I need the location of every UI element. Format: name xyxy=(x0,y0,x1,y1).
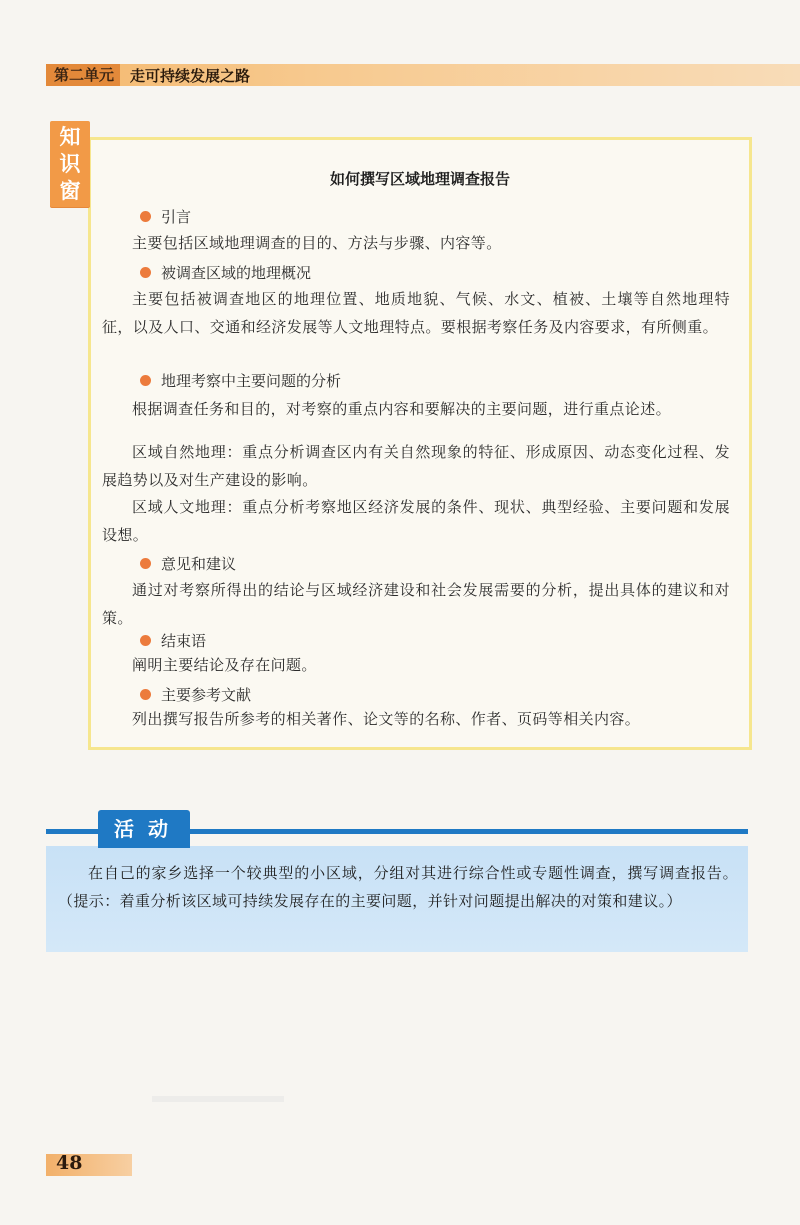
bullet-dot-icon xyxy=(140,211,151,222)
bullet-dot-icon xyxy=(140,375,151,386)
section-heading xyxy=(140,684,251,705)
section-heading xyxy=(140,630,206,651)
bullet-dot-icon xyxy=(140,267,151,278)
section-heading xyxy=(140,206,191,227)
section-paragraph: 区域自然地理：重点分析调查区内有关自然现象的特征、形成原因、动态变化过程、发展趋势以及对生产建设的影响。 xyxy=(102,443,730,489)
section-heading-text: 结束语 xyxy=(161,632,207,650)
section-heading xyxy=(140,553,236,574)
section-heading xyxy=(140,262,311,283)
activity-text: 在自己的家乡选择一个较典型的小区域，分组对其进行综合性或专题性调查，撰写调查报告。（提示：着重分析该区域可持续发展存在的主要问题，并针对问题提出解决的对策和建议。） xyxy=(58,864,738,910)
section-paragraph: 区域人文地理：重点分析考察地区经济发展的条件、现状、典型经验、主要问题和发展设想。 xyxy=(102,498,730,544)
page-number: 48 xyxy=(56,1152,83,1174)
section-heading-text: 主要参考文献 xyxy=(161,686,252,704)
bullet-dot-icon xyxy=(140,635,151,646)
section-paragraph: 根据调查任务和目的，对考察的重点内容和要解决的主要问题，进行重点论述。 xyxy=(132,400,672,418)
tag-char: 知 xyxy=(59,124,81,149)
section-paragraph: 阐明主要结论及存在问题。 xyxy=(132,656,317,674)
section-heading-text: 地理考察中主要问题的分析 xyxy=(161,372,342,390)
unit-label: 第二单元 xyxy=(46,64,120,86)
section-heading xyxy=(140,370,341,391)
bullet-dot-icon xyxy=(140,558,151,569)
section-paragraph: 主要包括区域地理调查的目的、方法与步骤、内容等。 xyxy=(132,234,502,252)
activity-label: 活动 xyxy=(98,810,190,848)
bullet-dot-icon xyxy=(140,689,151,700)
smudge-mark xyxy=(152,1096,284,1102)
section-heading-text: 引言 xyxy=(161,208,192,226)
tag-char: 识 xyxy=(59,151,81,176)
section-paragraph: 列出撰写报告所参考的相关著作、论文等的名称、作者、页码等相关内容。 xyxy=(132,710,641,728)
section-paragraph: 通过对考察所得出的结论与区域经济建设和社会发展需要的分析，提出具体的建议和对策。 xyxy=(102,581,730,627)
unit-title: 走可持续发展之路 xyxy=(130,66,251,85)
tag-char: 窗 xyxy=(59,178,81,203)
section-heading-text: 被调查区域的地理概况 xyxy=(161,264,312,282)
section-heading-text: 意见和建议 xyxy=(161,555,237,573)
section-paragraph: 主要包括被调查地区的地理位置、地质地貌、气候、水文、植被、土壤等自然地理特征，以及人口、交通和经济发展等人文地理特点。要根据考察任务及内容要求，有所侧重。 xyxy=(102,290,730,336)
knowledge-window-title: 如何撰写区域地理调查报告 xyxy=(329,170,510,188)
